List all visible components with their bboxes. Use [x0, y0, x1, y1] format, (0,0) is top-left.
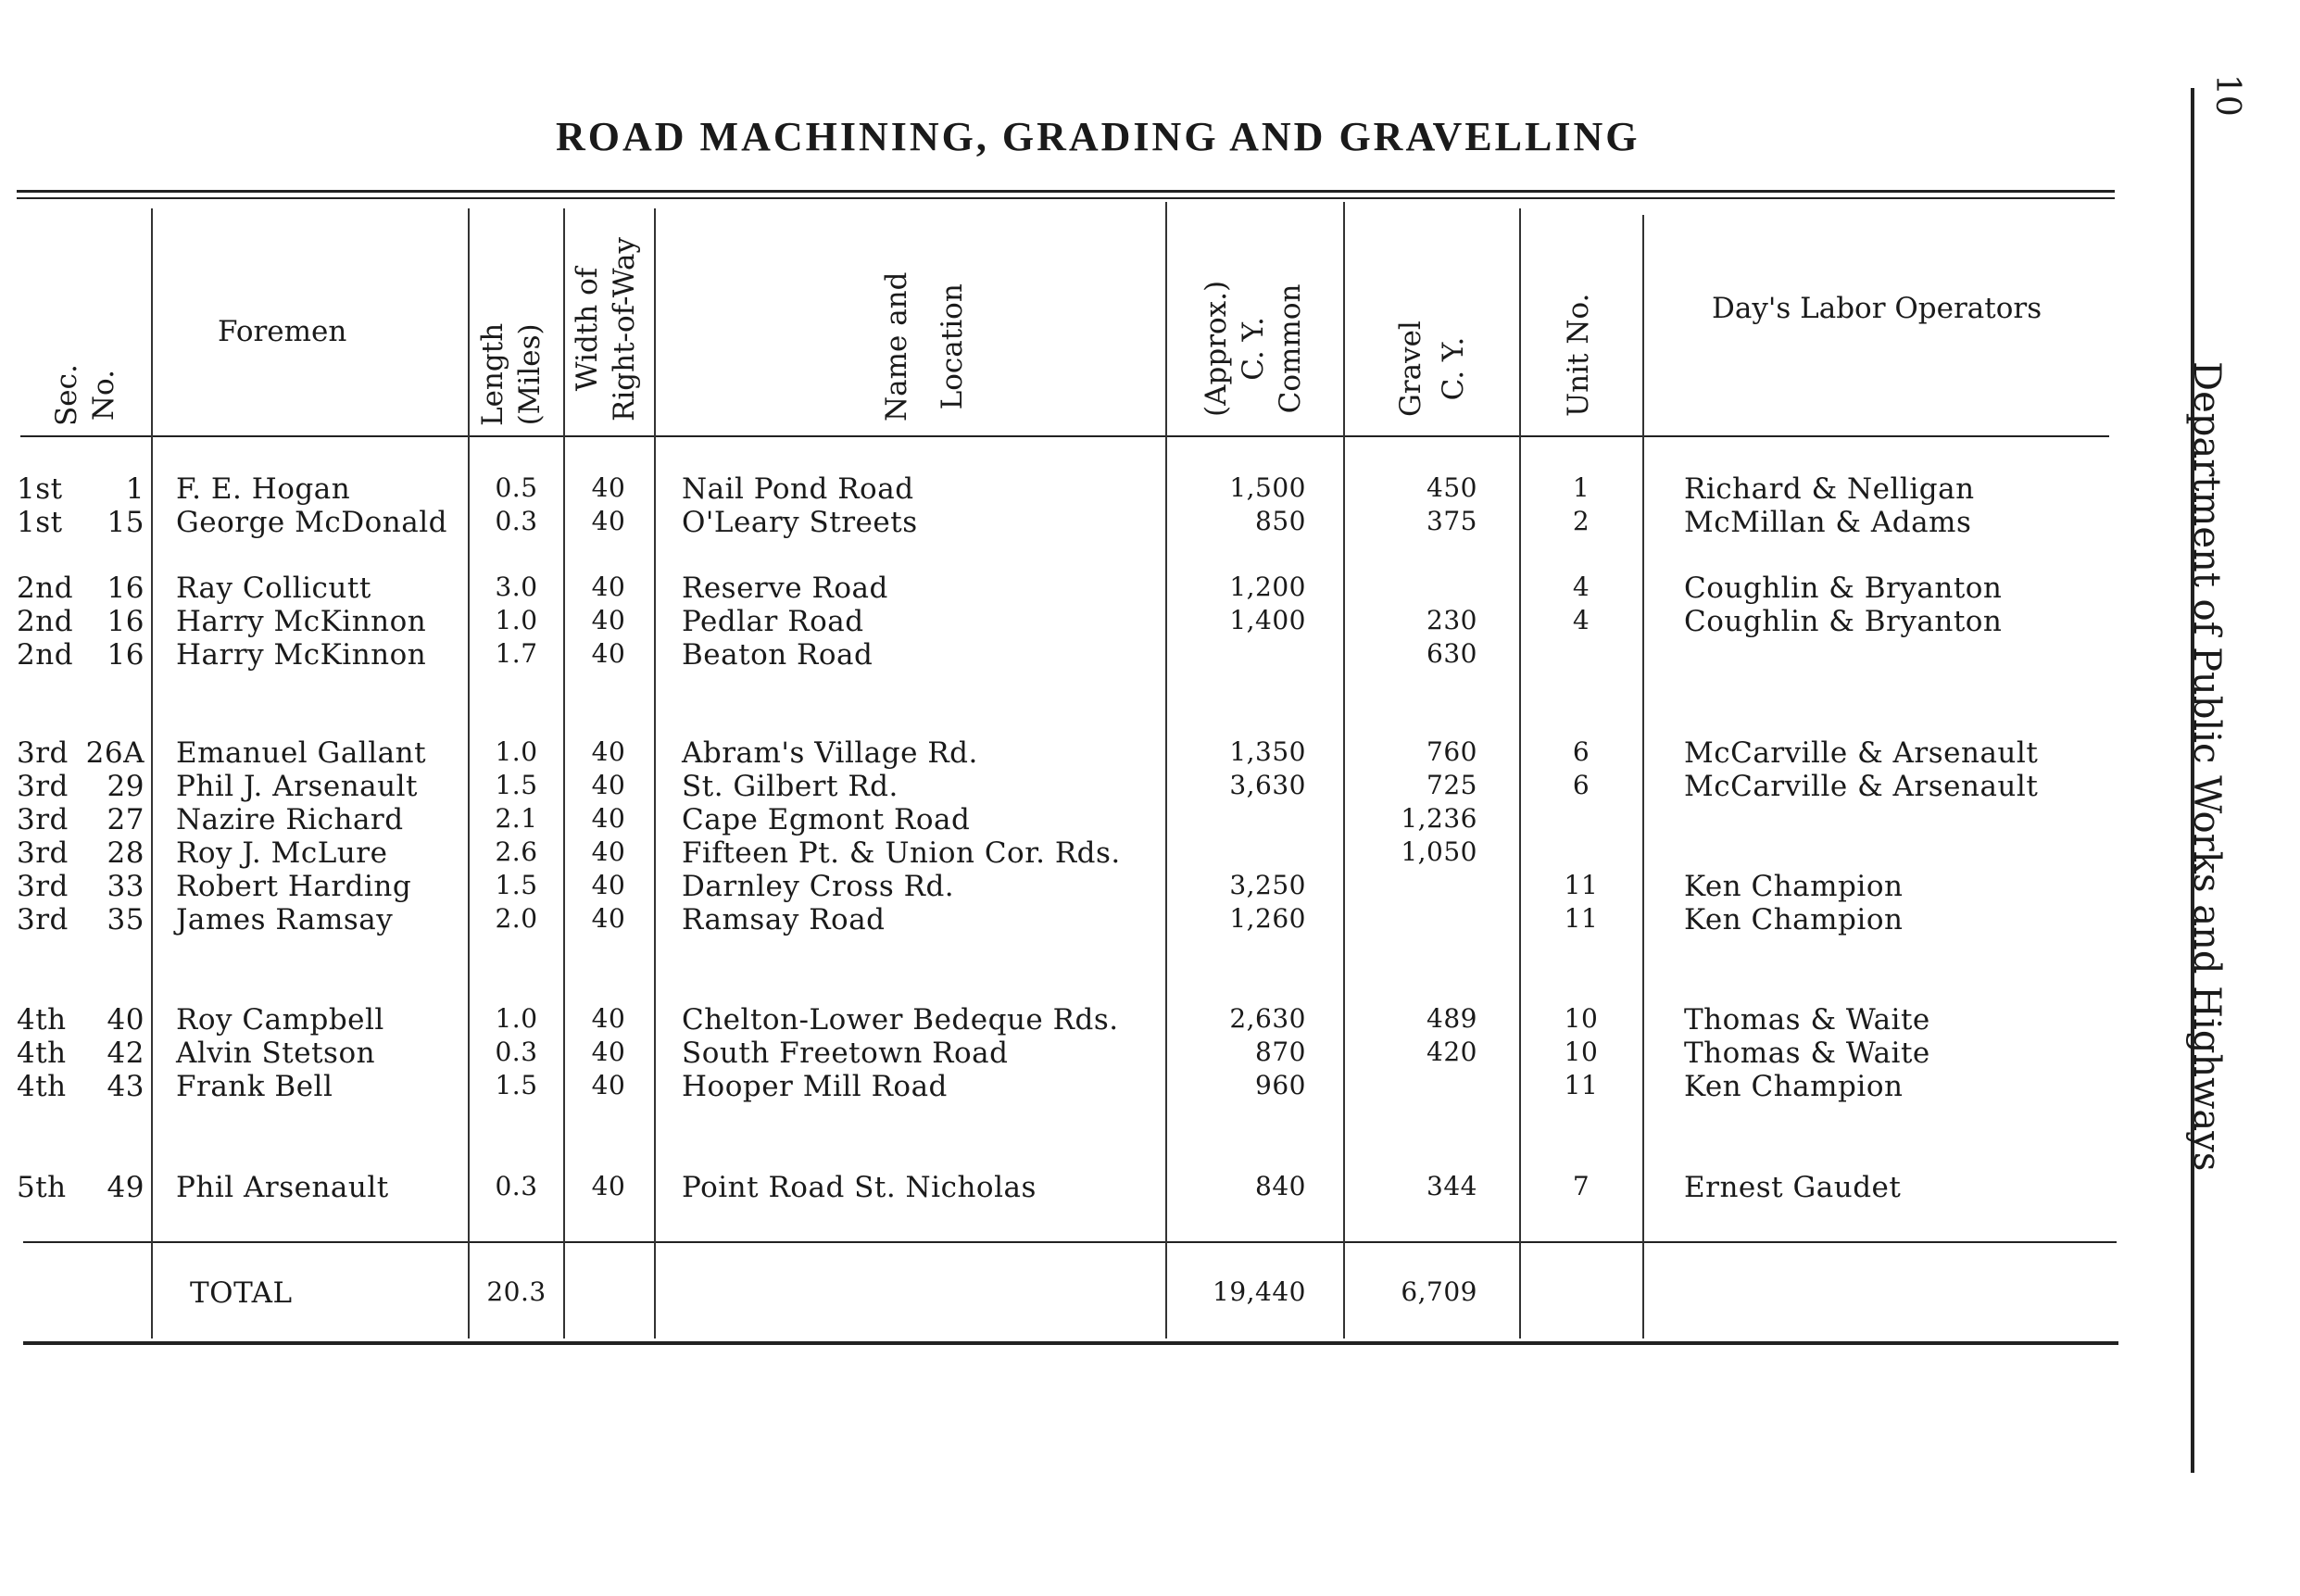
row-width: 40 — [591, 903, 626, 934]
row-width: 40 — [591, 803, 626, 834]
header-width: Width of Right-of-Way — [571, 237, 641, 421]
row-unit-no: 7 — [1572, 1171, 1590, 1201]
row-width: 40 — [591, 572, 626, 602]
row-section-number: 43 — [107, 1070, 145, 1103]
row-unit-no: 10 — [1564, 1037, 1599, 1067]
row-length: 1.5 — [495, 770, 538, 800]
row-gravel-cy: 230 — [1427, 605, 1477, 635]
row-section: 3rd — [17, 903, 69, 936]
row-length: 0.5 — [495, 472, 538, 503]
row-length: 0.3 — [495, 506, 538, 536]
row-operator: Ernest Gaudet — [1684, 1171, 1902, 1204]
row-section: 2nd — [17, 638, 74, 672]
row-foreman: James Ramsay — [176, 903, 394, 936]
row-width: 40 — [591, 605, 626, 635]
row-operator: Ken Champion — [1684, 870, 1904, 903]
row-road-name: O'Leary Streets — [682, 506, 918, 539]
row-foreman: Robert Harding — [176, 870, 412, 903]
row-operator: Coughlin & Bryanton — [1684, 572, 2003, 605]
col-divider — [1642, 215, 1644, 1338]
row-length: 1.0 — [495, 736, 538, 767]
row-foreman: Phil Arsenault — [176, 1171, 389, 1204]
row-common-cy: 1,400 — [1229, 605, 1306, 635]
row-gravel-cy: 630 — [1427, 638, 1477, 669]
row-length: 0.3 — [495, 1037, 538, 1067]
row-section-number: 49 — [107, 1171, 145, 1204]
row-gravel-cy: 760 — [1427, 736, 1477, 767]
row-section-number: 42 — [107, 1037, 145, 1070]
row-length: 1.0 — [495, 605, 538, 635]
header-bottom-rule — [20, 435, 2109, 437]
row-section-number: 35 — [107, 903, 145, 936]
header-foremen: Foremen — [218, 315, 347, 348]
row-unit-no: 1 — [1572, 472, 1590, 503]
row-operator: McMillan & Adams — [1684, 506, 1972, 539]
row-section: 5th — [17, 1171, 67, 1204]
row-section: 3rd — [17, 803, 69, 836]
row-width: 40 — [591, 1037, 626, 1067]
row-common-cy: 3,250 — [1229, 870, 1306, 900]
header-length: Length (Miles) — [476, 322, 547, 426]
row-common-cy: 870 — [1255, 1037, 1306, 1067]
table-top-rule-2 — [17, 197, 2115, 199]
row-road-name: Reserve Road — [682, 572, 888, 605]
row-road-name: Abram's Village Rd. — [682, 736, 978, 770]
row-road-name: Chelton-Lower Bedeque Rds. — [682, 1003, 1119, 1037]
row-length: 0.3 — [495, 1171, 538, 1201]
row-length: 2.0 — [495, 903, 538, 934]
row-section: 3rd — [17, 870, 69, 903]
total-top-rule — [23, 1241, 2117, 1243]
row-length: 1.5 — [495, 870, 538, 900]
row-road-name: Ramsay Road — [682, 903, 886, 936]
page-number: 10 — [2208, 74, 2246, 117]
row-foreman: Harry McKinnon — [176, 638, 427, 672]
row-foreman: F. E. Hogan — [176, 472, 351, 506]
row-length: 2.6 — [495, 836, 538, 867]
row-road-name: Cape Egmont Road — [682, 803, 971, 836]
row-width: 40 — [591, 1171, 626, 1201]
row-unit-no: 11 — [1564, 870, 1599, 900]
row-foreman: Nazire Richard — [176, 803, 404, 836]
row-section-number: 16 — [107, 638, 145, 672]
row-operator: Coughlin & Bryanton — [1684, 605, 2003, 638]
total-gravel: 6,709 — [1401, 1276, 1477, 1307]
row-section-number: 16 — [107, 605, 145, 638]
row-width: 40 — [591, 1003, 626, 1034]
row-width: 40 — [591, 472, 626, 503]
header-name-location: Name and Location — [880, 271, 969, 421]
row-section: 4th — [17, 1037, 67, 1070]
row-road-name: Darnley Cross Rd. — [682, 870, 955, 903]
row-length: 2.1 — [495, 803, 538, 834]
row-operator: McCarville & Arsenault — [1684, 770, 2039, 803]
row-common-cy: 960 — [1255, 1070, 1306, 1100]
row-foreman: Roy J. McLure — [176, 836, 388, 870]
row-common-cy: 1,500 — [1229, 472, 1306, 503]
row-width: 40 — [591, 1070, 626, 1100]
row-foreman: Roy Campbell — [176, 1003, 384, 1037]
row-section-number: 29 — [107, 770, 145, 803]
row-gravel-cy: 1,236 — [1401, 803, 1477, 834]
row-width: 40 — [591, 836, 626, 867]
row-length: 1.7 — [495, 638, 538, 669]
row-section: 2nd — [17, 572, 74, 605]
row-operator: Ken Champion — [1684, 1070, 1904, 1103]
header-gravel: Gravel C. Y. — [1394, 320, 1470, 417]
row-foreman: Emanuel Gallant — [176, 736, 427, 770]
table-top-rule — [17, 190, 2115, 193]
row-section-number: 28 — [107, 836, 145, 870]
row-common-cy: 850 — [1255, 506, 1306, 536]
row-gravel-cy: 725 — [1427, 770, 1477, 800]
row-road-name: Point Road St. Nicholas — [682, 1171, 1037, 1204]
row-section: 2nd — [17, 605, 74, 638]
row-gravel-cy: 1,050 — [1401, 836, 1477, 867]
row-road-name: Nail Pond Road — [682, 472, 914, 506]
row-section-number: 16 — [107, 572, 145, 605]
row-unit-no: 10 — [1564, 1003, 1599, 1034]
row-common-cy: 1,350 — [1229, 736, 1306, 767]
row-section: 3rd — [17, 836, 69, 870]
row-foreman: Harry McKinnon — [176, 605, 427, 638]
row-unit-no: 2 — [1572, 506, 1590, 536]
row-width: 40 — [591, 638, 626, 669]
row-common-cy: 840 — [1255, 1171, 1306, 1201]
row-foreman: Phil J. Arsenault — [176, 770, 418, 803]
row-road-name: South Freetown Road — [682, 1037, 1009, 1070]
row-section: 4th — [17, 1070, 67, 1103]
row-common-cy: 1,200 — [1229, 572, 1306, 602]
row-section: 1st — [17, 506, 63, 539]
row-section-number: 26A — [85, 736, 145, 770]
table-bottom-rule — [23, 1341, 2118, 1345]
row-width: 40 — [591, 506, 626, 536]
row-width: 40 — [591, 870, 626, 900]
row-gravel-cy: 375 — [1427, 506, 1477, 536]
row-length: 1.5 — [495, 1070, 538, 1100]
col-divider — [151, 208, 153, 1338]
row-foreman: Frank Bell — [176, 1070, 333, 1103]
row-section: 1st — [17, 472, 63, 506]
row-section-number: 33 — [107, 870, 145, 903]
row-road-name: Fifteen Pt. & Union Cor. Rds. — [682, 836, 1121, 870]
row-section: 3rd — [17, 736, 69, 770]
row-gravel-cy: 450 — [1427, 472, 1477, 503]
row-operator: Richard & Nelligan — [1684, 472, 1975, 506]
row-section-number: 27 — [107, 803, 145, 836]
row-width: 40 — [591, 736, 626, 767]
total-length: 20.3 — [486, 1276, 547, 1307]
row-road-name: Pedlar Road — [682, 605, 864, 638]
row-gravel-cy: 344 — [1427, 1171, 1477, 1201]
row-road-name: St. Gilbert Rd. — [682, 770, 899, 803]
row-operator: McCarville & Arsenault — [1684, 736, 2039, 770]
row-common-cy: 1,260 — [1229, 903, 1306, 934]
row-gravel-cy: 420 — [1427, 1037, 1477, 1067]
row-length: 1.0 — [495, 1003, 538, 1034]
total-label: TOTAL — [190, 1276, 293, 1310]
row-operator: Ken Champion — [1684, 903, 1904, 936]
row-gravel-cy: 489 — [1427, 1003, 1477, 1034]
row-road-name: Hooper Mill Road — [682, 1070, 948, 1103]
row-road-name: Beaton Road — [682, 638, 873, 672]
row-unit-no: 6 — [1572, 770, 1590, 800]
row-common-cy: 2,630 — [1229, 1003, 1306, 1034]
header-sec-no: Sec. No. — [50, 364, 120, 426]
row-unit-no: 4 — [1572, 572, 1590, 602]
row-operator: Thomas & Waite — [1684, 1003, 1930, 1037]
row-unit-no: 11 — [1564, 1070, 1599, 1100]
row-foreman: Ray Collicutt — [176, 572, 371, 605]
page-title: ROAD MACHINING, GRADING AND GRAVELLING — [556, 114, 1640, 159]
department-name: Department of Public Works and Highways — [2185, 361, 2228, 1172]
row-foreman: George McDonald — [176, 506, 447, 539]
col-divider — [468, 208, 470, 1338]
header-operators: Day's Labor Operators — [1712, 292, 2042, 325]
row-section-number: 15 — [107, 506, 145, 539]
col-divider — [563, 208, 565, 1338]
row-section-number: 1 — [125, 472, 145, 506]
row-unit-no: 6 — [1572, 736, 1590, 767]
row-section: 3rd — [17, 770, 69, 803]
col-divider — [1343, 202, 1345, 1338]
header-common: (Approx.) C. Y. Common — [1200, 280, 1307, 417]
row-section-number: 40 — [107, 1003, 145, 1037]
row-width: 40 — [591, 770, 626, 800]
total-common: 19,440 — [1213, 1276, 1306, 1307]
row-section: 4th — [17, 1003, 67, 1037]
row-foreman: Alvin Stetson — [176, 1037, 376, 1070]
col-divider — [654, 208, 656, 1338]
row-length: 3.0 — [495, 572, 538, 602]
header-unit: Unit No. — [1562, 293, 1595, 417]
row-common-cy: 3,630 — [1229, 770, 1306, 800]
row-unit-no: 4 — [1572, 605, 1590, 635]
row-operator: Thomas & Waite — [1684, 1037, 1930, 1070]
running-head — [2185, 74, 2256, 1241]
row-unit-no: 11 — [1564, 903, 1599, 934]
